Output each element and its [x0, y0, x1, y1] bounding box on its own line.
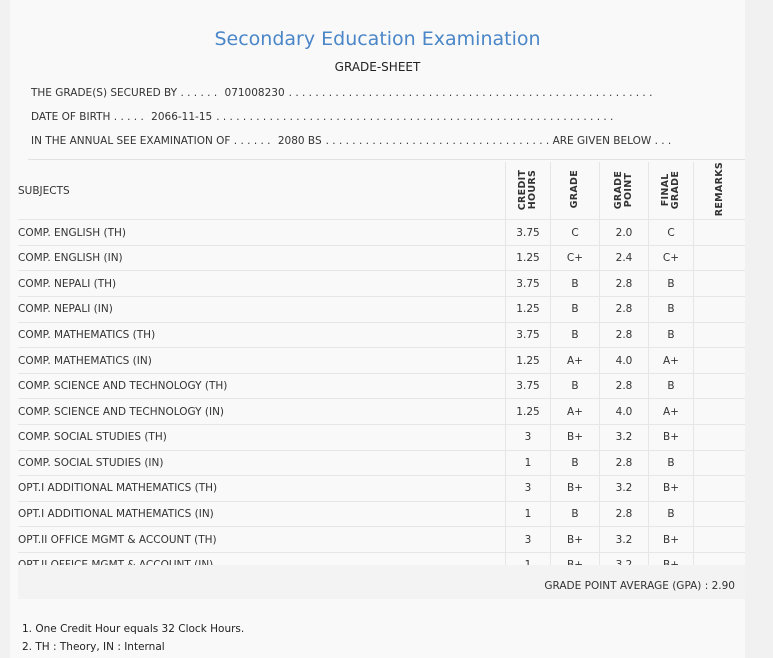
subject-cell: COMP. SOCIAL STUDIES (IN): [18, 450, 506, 476]
grade-cell: C+: [551, 245, 600, 271]
credit-hours-cell: 1.25: [506, 399, 551, 425]
table-row: [18, 348, 745, 374]
grades-table: [18, 162, 745, 579]
table-row: [18, 373, 745, 399]
header-final-grade: [649, 162, 694, 220]
info-exam: IN THE ANNUAL SEE EXAMINATION OF . . . . . . 2080 BS . . . . . . . . . . . . . . . . . . . . . . . . . . . . . . . . . . ARE GIVEN BELOW . . .: [31, 135, 672, 147]
page-title: Secondary Education Examination: [214, 28, 541, 50]
grade-point-cell: 2.8: [600, 297, 649, 323]
remarks-cell: [694, 399, 746, 425]
remarks-cell: [694, 476, 746, 502]
grade-cell: B: [551, 373, 600, 399]
remarks-cell: [694, 348, 746, 374]
grade-point-cell: 3.2: [600, 424, 649, 450]
credit-hours-cell: 1: [506, 450, 551, 476]
final-grade-cell: B: [649, 297, 694, 323]
remarks-cell: [694, 373, 746, 399]
dob-label: DATE OF BIRTH: [31, 111, 111, 123]
credit-hours-cell: 3: [506, 527, 551, 553]
grade-cell: B+: [551, 527, 600, 553]
info-secured-by: THE GRADE(S) SECURED BY . . . . . . 071008230 . . . . . . . . . . . . . . . . . . . . . . . . . . . . . . . . . . . . . . . . . . . . . . . . . . . . . . .: [31, 87, 653, 99]
final-grade-cell: B+: [649, 424, 694, 450]
credit-hours-cell: 1: [506, 501, 551, 527]
final-grade-cell: B: [649, 271, 694, 297]
table-header-row: [18, 162, 745, 220]
credit-hours-cell: 1.25: [506, 297, 551, 323]
subject-cell: COMP. NEPALI (TH): [18, 271, 506, 297]
credit-hours-cell: 3.75: [506, 271, 551, 297]
grade-cell: B+: [551, 476, 600, 502]
footnote-2: 2. TH : Theory, IN : Internal: [22, 641, 165, 653]
grade-cell: B: [551, 322, 600, 348]
grade-cell: A+: [551, 348, 600, 374]
grade-point-cell: 4.0: [600, 399, 649, 425]
grade-sheet-page: [10, 0, 745, 658]
exam-value: 2080 BS: [277, 135, 322, 147]
subject-cell: COMP. MATHEMATICS (TH): [18, 322, 506, 348]
gpa-summary: [544, 580, 735, 592]
table-row: [18, 297, 745, 323]
grade-cell: B: [551, 501, 600, 527]
remarks-cell: [694, 527, 746, 553]
exam-label: IN THE ANNUAL SEE EXAMINATION OF: [31, 135, 231, 147]
header-remarks: [694, 162, 746, 220]
grade-point-cell: 2.8: [600, 271, 649, 297]
final-grade-cell: A+: [649, 348, 694, 374]
grade-point-cell: 3.2: [600, 476, 649, 502]
subject-cell: COMP. SCIENCE AND TECHNOLOGY (IN): [18, 399, 506, 425]
grade-point-cell: 2.8: [600, 450, 649, 476]
secured-by-value: 071008230: [224, 87, 285, 99]
table-row: [18, 424, 745, 450]
grade-point-cell: 4.0: [600, 348, 649, 374]
footnotes: [22, 620, 244, 656]
credit-hours-cell: 3: [506, 476, 551, 502]
remarks-cell: [694, 297, 746, 323]
table-row: [18, 220, 745, 246]
remarks-cell: [694, 322, 746, 348]
header-final-grade-text: FINAL GRADE: [660, 169, 681, 209]
final-grade-cell: B+: [649, 527, 694, 553]
subject-cell: COMP. MATHEMATICS (IN): [18, 348, 506, 374]
grade-cell: B: [551, 271, 600, 297]
header-grade-text: GRADE: [569, 169, 580, 209]
subject-cell: COMP. SCIENCE AND TECHNOLOGY (TH): [18, 373, 506, 399]
final-grade-cell: B: [649, 501, 694, 527]
gpa-label: GRADE POINT AVERAGE (GPA) :: [544, 580, 709, 592]
subject-cell: OPT.I ADDITIONAL MATHEMATICS (TH): [18, 476, 506, 502]
credit-hours-cell: 1.25: [506, 348, 551, 374]
grade-point-cell: 2.8: [600, 373, 649, 399]
remarks-cell: [694, 220, 746, 246]
grade-point-cell: 2.0: [600, 220, 649, 246]
credit-hours-cell: 1.25: [506, 245, 551, 271]
info-dob: DATE OF BIRTH . . . . . 2066-11-15 . . . . . . . . . . . . . . . . . . . . . . . . . . . . . . . . . . . . . . . . . . . . . . . . . . . . . . . . . . . .: [31, 111, 614, 123]
header-credit-hours-text: CREDIT HOURS: [517, 168, 538, 210]
grade-cell: C: [551, 220, 600, 246]
header-grade-point: [600, 162, 649, 220]
grade-point-cell: 2.8: [600, 501, 649, 527]
table-row: [18, 527, 745, 553]
subject-cell: COMP. SOCIAL STUDIES (TH): [18, 424, 506, 450]
exam-suffix: ARE GIVEN BELOW . . .: [552, 135, 672, 147]
grade-point-cell: 2.4: [600, 245, 649, 271]
subject-cell: COMP. NEPALI (IN): [18, 297, 506, 323]
remarks-cell: [694, 450, 746, 476]
header-remarks-text: REMARKS: [713, 162, 725, 217]
final-grade-cell: C: [649, 220, 694, 246]
footnote-1: 1. One Credit Hour equals 32 Clock Hours.: [22, 623, 245, 635]
credit-hours-cell: 3: [506, 424, 551, 450]
table-row: [18, 271, 745, 297]
final-grade-cell: B: [649, 373, 694, 399]
credit-hours-cell: 3.75: [506, 322, 551, 348]
final-grade-cell: B+: [649, 476, 694, 502]
grade-point-cell: 3.2: [600, 527, 649, 553]
header-subjects: SUBJECTS: [18, 162, 506, 220]
grade-cell: B: [551, 450, 600, 476]
remarks-cell: [694, 501, 746, 527]
header-grade-point-text: GRADE POINT: [613, 169, 634, 209]
secured-by-label: THE GRADE(S) SECURED BY: [31, 87, 178, 99]
remarks-cell: [694, 245, 746, 271]
subject-cell: COMP. ENGLISH (TH): [18, 220, 506, 246]
grade-cell: B: [551, 297, 600, 323]
grade-cell: A+: [551, 399, 600, 425]
dob-value: 2066-11-15: [151, 111, 213, 123]
final-grade-cell: A+: [649, 399, 694, 425]
header-grade: [551, 162, 600, 220]
credit-hours-cell: 3.75: [506, 220, 551, 246]
final-grade-cell: C+: [649, 245, 694, 271]
table-row: [18, 501, 745, 527]
subject-cell: OPT.II OFFICE MGMT & ACCOUNT (TH): [18, 527, 506, 553]
credit-hours-cell: 3.75: [506, 373, 551, 399]
table-row: [18, 476, 745, 502]
table-row: [18, 322, 745, 348]
subject-cell: OPT.I ADDITIONAL MATHEMATICS (IN): [18, 501, 506, 527]
table-row: [18, 450, 745, 476]
page-subtitle: GRADE-SHEET: [334, 60, 421, 74]
subject-cell: COMP. ENGLISH (IN): [18, 245, 506, 271]
grade-cell: B+: [551, 424, 600, 450]
table-row: [18, 399, 745, 425]
remarks-cell: [694, 271, 746, 297]
header-credit-hours: [506, 162, 551, 220]
info-divider: [28, 159, 745, 160]
final-grade-cell: B: [649, 450, 694, 476]
table-row: [18, 245, 745, 271]
gpa-value: 2.90: [711, 580, 735, 592]
remarks-cell: [694, 424, 746, 450]
grade-point-cell: 2.8: [600, 322, 649, 348]
final-grade-cell: B: [649, 322, 694, 348]
